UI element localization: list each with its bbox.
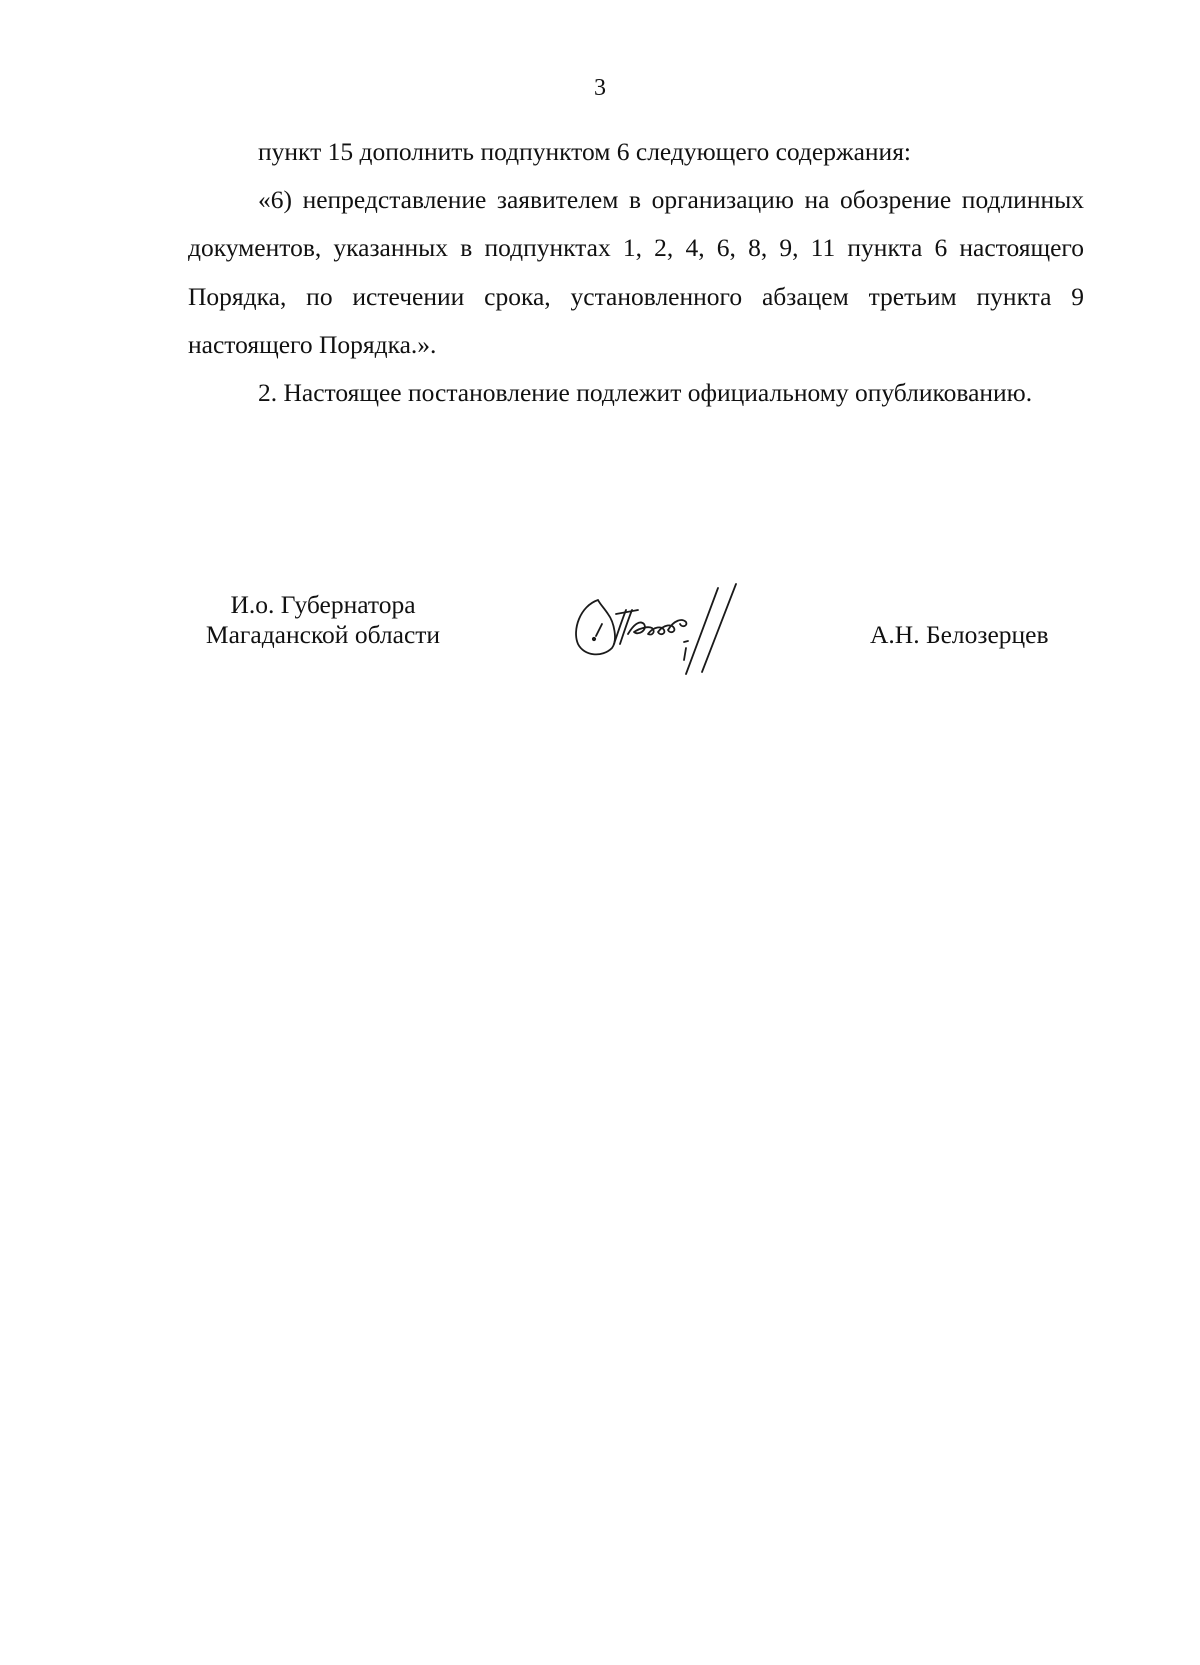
signer-title <box>188 590 458 650</box>
paragraph-amendment-intro: пункт 15 дополнить подпунктом 6 следующего содержания: <box>258 137 912 166</box>
signer-title-line-1: И.о. Губернатора <box>230 590 416 619</box>
signer-name: А.Н. Белозерцев <box>870 620 1049 649</box>
signer-title-line-2: Магаданской области <box>205 620 441 649</box>
page-number: 3 <box>594 75 606 101</box>
paragraph-publication: 2. Настоящее постановление подлежит официальному опубликованию. <box>258 378 1033 408</box>
paragraph-subclause-6: «6) непредставление заявителем в организацию на обозрение подлинных документов, указанных в подпунктах 1, 2, 4, 6, 8, 9, 11 пункта 6 настоящего Порядка, по истечении срока, установленного абзацем третьим пункта 9 настоящего Порядка.». <box>188 185 1084 359</box>
handwritten-signature-icon <box>568 570 768 680</box>
document-body <box>188 128 1084 417</box>
signature-block <box>0 590 1200 700</box>
